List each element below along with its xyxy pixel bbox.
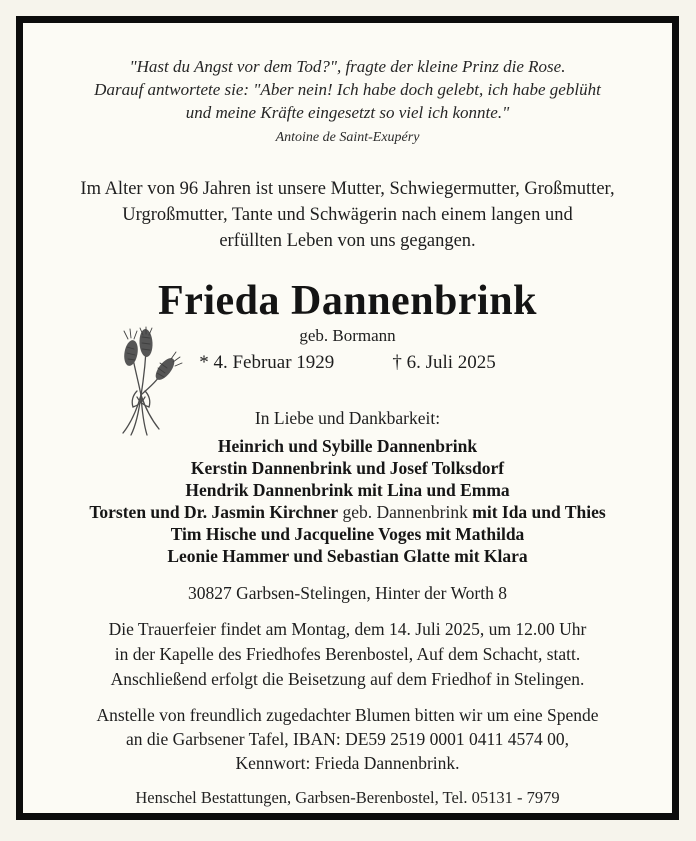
family-member-row [23, 545, 672, 567]
funeral-line: Die Trauerfeier findet am Montag, dem 14. Juli 2025, um 12.00 Uhr [108, 619, 587, 639]
family-member-name: Torsten und Dr. Jasmin Kirchner [89, 502, 339, 522]
quote-line: Darauf antwortete sie: "Aber nein! Ich habe doch gelebt, ich habe geblüht [94, 80, 601, 99]
gratitude-heading: In Liebe und Dankbarkeit: [254, 408, 441, 428]
family-list [23, 435, 672, 567]
donation-line: an die Garbsener Tafel, IBAN: DE59 2519 0001 0411 4574 00, [126, 729, 569, 749]
donation-line: Anstelle von freundlich zugedachter Blumen bitten wir um eine Spende [96, 705, 599, 725]
family-member-suffix: geb. Dannenbrink [338, 502, 473, 522]
family-member-name: Kerstin Dannenbrink und Josef Tolksdorf [190, 458, 505, 478]
family-member-children: mit Ida und Thies [472, 502, 606, 522]
family-member-name: Tim Hische und Jacqueline Voges mit Mathilda [170, 524, 525, 544]
announcement-line: erfüllten Leben von uns gegangen. [219, 231, 476, 251]
deceased-name: Frieda Dannenbrink [158, 278, 537, 324]
family-member-name: Hendrik Dannenbrink mit Lina und Emma [185, 480, 510, 500]
donation-info [23, 703, 672, 775]
quote-attribution: Antoine de Saint-Exupéry [275, 130, 420, 145]
family-member-row [23, 523, 672, 545]
family-member-row [23, 501, 672, 523]
family-member-row [23, 435, 672, 457]
funeral-info [23, 617, 672, 692]
death-announcement [23, 176, 672, 254]
announcement-line: Im Alter von 96 Jahren ist unsere Mutter, Schwiegermutter, Großmutter, [80, 179, 615, 199]
family-member-row [23, 457, 672, 479]
funeral-line: in der Kapelle des Friedhofes Berenbostel, Auf dem Schacht, statt. [114, 644, 581, 664]
donation-line: Kennwort: Frieda Dannenbrink. [235, 753, 460, 773]
funeral-line: Anschließend erfolgt die Beisetzung auf dem Friedhof in Stelingen. [110, 669, 585, 689]
birth-date: * 4. Februar 1929 [199, 352, 335, 373]
maiden-name: geb. Bormann [299, 326, 396, 345]
family-member-name: Heinrich und Sybille Dannenbrink [217, 436, 478, 456]
funeral-home-footer: Henschel Bestattungen, Garbsen-Berenbostel, Tel. 05131 - 7979 [135, 788, 560, 807]
opening-quote [23, 55, 672, 149]
wheat-icon [103, 325, 185, 437]
quote-line: "Hast du Angst vor dem Tod?", fragte der kleine Prinz die Rose. [129, 57, 566, 76]
family-member-name: Leonie Hammer und Sebastian Glatte mit Klara [167, 546, 528, 566]
quote-line: und meine Kräfte eingesetzt so viel ich konnte." [185, 103, 510, 122]
obituary-content [23, 23, 672, 813]
obituary-frame [16, 16, 679, 820]
home-address: 30827 Garbsen-Stelingen, Hinter der Worth 8 [187, 583, 508, 603]
death-date: † 6. Juli 2025 [392, 352, 496, 373]
family-member-row [23, 479, 672, 501]
announcement-line: Urgroßmutter, Tante und Schwägerin nach einem langen und [122, 205, 573, 225]
